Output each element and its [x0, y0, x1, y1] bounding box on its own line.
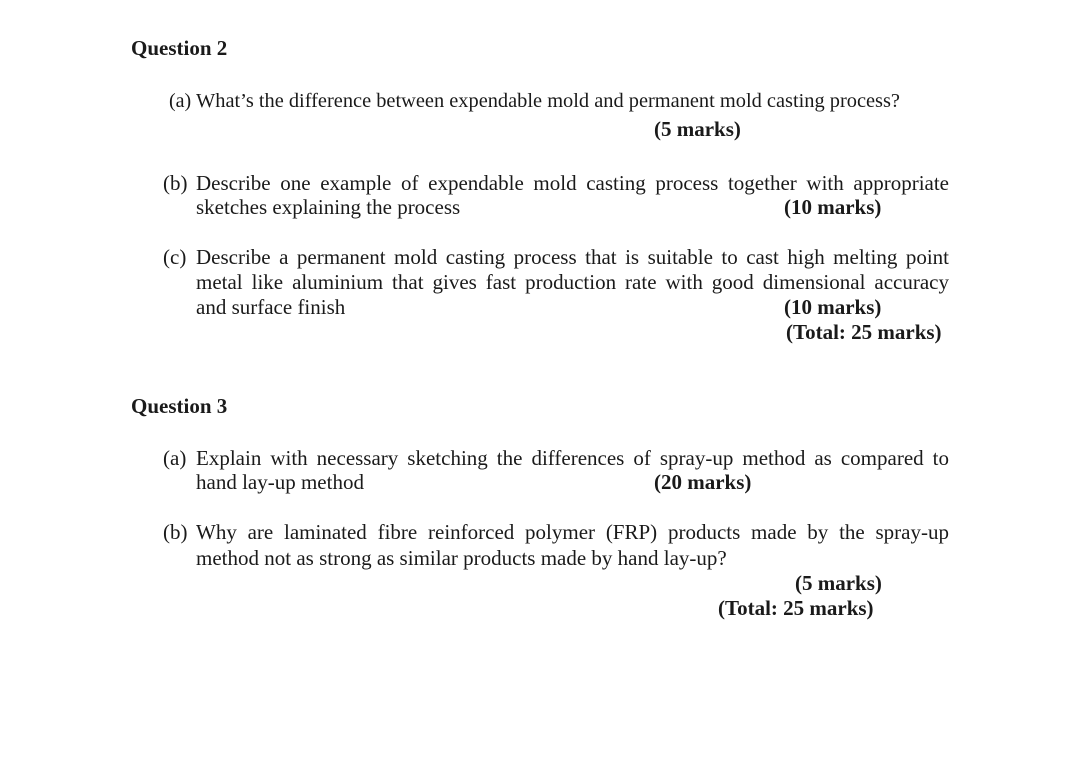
part-c-line-1: Describe a permanent mold casting process that is suitable to cast high melting point	[196, 245, 949, 269]
part-c-label: (c)	[163, 245, 187, 269]
part-b-marks: (5 marks)	[795, 571, 882, 595]
part-b-label: (b)	[163, 171, 188, 195]
part-a-label: (a)	[169, 90, 192, 112]
part-a-marks: (5 marks)	[654, 117, 741, 141]
part-b-line-1: Why are laminated fibre reinforced polymer (FRP) products made by the spray-up	[196, 520, 949, 544]
part-c-marks: (10 marks)	[784, 295, 882, 319]
part-a-text: What’s the difference between expendable mold and permanent mold casting process?	[196, 90, 900, 112]
part-b-line-1: Describe one example of expendable mold casting process together with appropriate	[196, 171, 949, 195]
part-b-line-2: sketches explaining the process	[196, 195, 461, 219]
part-b-marks: (10 marks)	[784, 195, 882, 219]
question-2-heading: Question 2	[131, 36, 228, 60]
part-b-label: (b)	[163, 520, 188, 544]
part-b-line-2: method not as strong as similar products made by hand lay-up?	[196, 546, 727, 570]
question-3-total: (Total: 25 marks)	[718, 596, 874, 620]
part-a-line-1: Explain with necessary sketching the differences of spray-up method as compared to	[196, 446, 949, 470]
question-3-heading: Question 3	[131, 394, 228, 418]
part-c-line-3: and surface finish	[196, 295, 346, 319]
part-a-marks: (20 marks)	[654, 470, 752, 494]
part-a-label: (a)	[163, 446, 187, 470]
part-a-line-2: hand lay-up method	[196, 470, 364, 494]
part-c-line-2: metal like aluminium that gives fast production rate with good dimensional accuracy	[196, 270, 949, 294]
question-2-total: (Total: 25 marks)	[786, 320, 942, 344]
